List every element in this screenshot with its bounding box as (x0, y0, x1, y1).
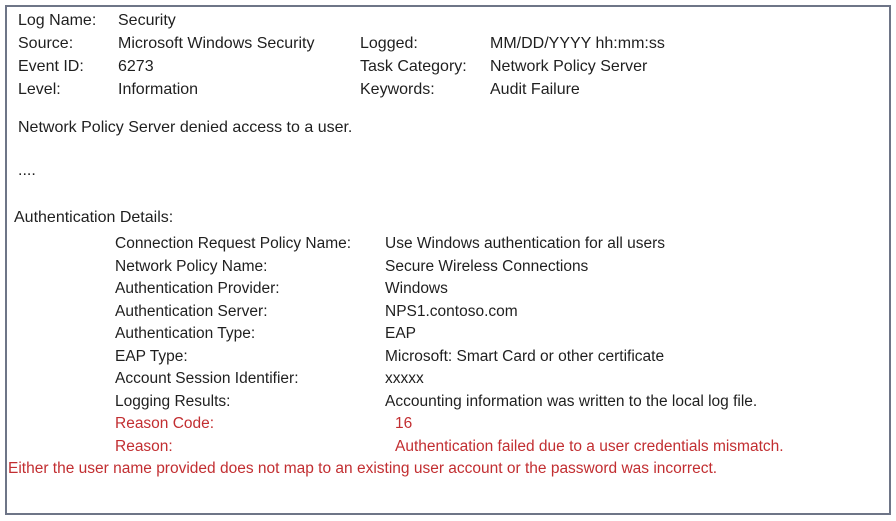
detail-row-logging-results (115, 391, 784, 414)
detail-label: Network Policy Name: (115, 257, 268, 275)
field-label-task-category: Task Category: (360, 58, 467, 75)
detail-row-authentication-type (115, 323, 784, 346)
detail-value: NPS1.contoso.com (385, 302, 518, 320)
detail-row-reason (115, 436, 784, 459)
authentication-details-list (115, 233, 784, 458)
detail-label: Account Session Identifier: (115, 370, 299, 387)
field-value-level: Information (118, 81, 199, 98)
field-value-logged: MM/DD/YYYY hh:mm:ss (490, 35, 665, 52)
detail-value: EAP (385, 325, 417, 342)
detail-value: Secure Wireless Connections (385, 257, 589, 275)
event-description: Network Policy Server denied access to a user. (18, 119, 353, 136)
detail-label: Authentication Server: (115, 302, 268, 320)
authentication-details-heading: Authentication Details: (14, 209, 174, 226)
field-label-event-id: Event ID: (18, 58, 84, 75)
field-value-event-id: 6273 (118, 58, 154, 75)
field-label-source: Source: (18, 35, 74, 52)
detail-value: Windows (385, 280, 448, 297)
detail-value: Accounting information was written to the local log file. (385, 392, 758, 410)
ellipsis-text: .... (18, 162, 36, 179)
field-label-logged: Logged: (360, 35, 418, 52)
header-empty-cell (490, 9, 665, 32)
detail-label: Reason Code: (115, 415, 215, 432)
detail-label: Reason: (115, 437, 173, 455)
detail-row-account-session-identifier (115, 368, 784, 391)
header-empty-cell (360, 9, 490, 32)
detail-label: Authentication Type: (115, 325, 256, 342)
reason-continuation-text: Either the user name provided does not map to an existing user account or the password was incorrect. (8, 460, 718, 477)
detail-value: xxxxx (385, 370, 424, 387)
field-label-keywords: Keywords: (360, 81, 435, 98)
detail-label: Logging Results: (115, 392, 231, 410)
field-value-source: Microsoft Windows Security (118, 35, 315, 52)
detail-value: Microsoft: Smart Card or other certificate (385, 347, 665, 365)
detail-row-reason-code (115, 413, 784, 436)
detail-label: EAP Type: (115, 347, 188, 365)
detail-label: Authentication Provider: (115, 280, 280, 297)
field-value-keywords: Audit Failure (490, 81, 580, 98)
detail-row-network-policy-name (115, 256, 784, 279)
detail-row-connection-request-policy (115, 233, 784, 256)
detail-label: Connection Request Policy Name: (115, 235, 352, 252)
detail-value: Use Windows authentication for all users (385, 235, 665, 252)
detail-row-authentication-provider (115, 278, 784, 301)
field-value-log-name: Security (118, 12, 176, 29)
field-label-log-name: Log Name: (18, 12, 97, 29)
field-value-task-category: Network Policy Server (490, 58, 648, 75)
detail-value: 16 (395, 415, 413, 432)
detail-row-eap-type (115, 346, 784, 369)
detail-value: Authentication failed due to a user credentials mismatch. (395, 437, 784, 455)
field-label-level: Level: (18, 81, 61, 98)
event-header-fields (18, 9, 665, 101)
detail-row-authentication-server (115, 301, 784, 324)
